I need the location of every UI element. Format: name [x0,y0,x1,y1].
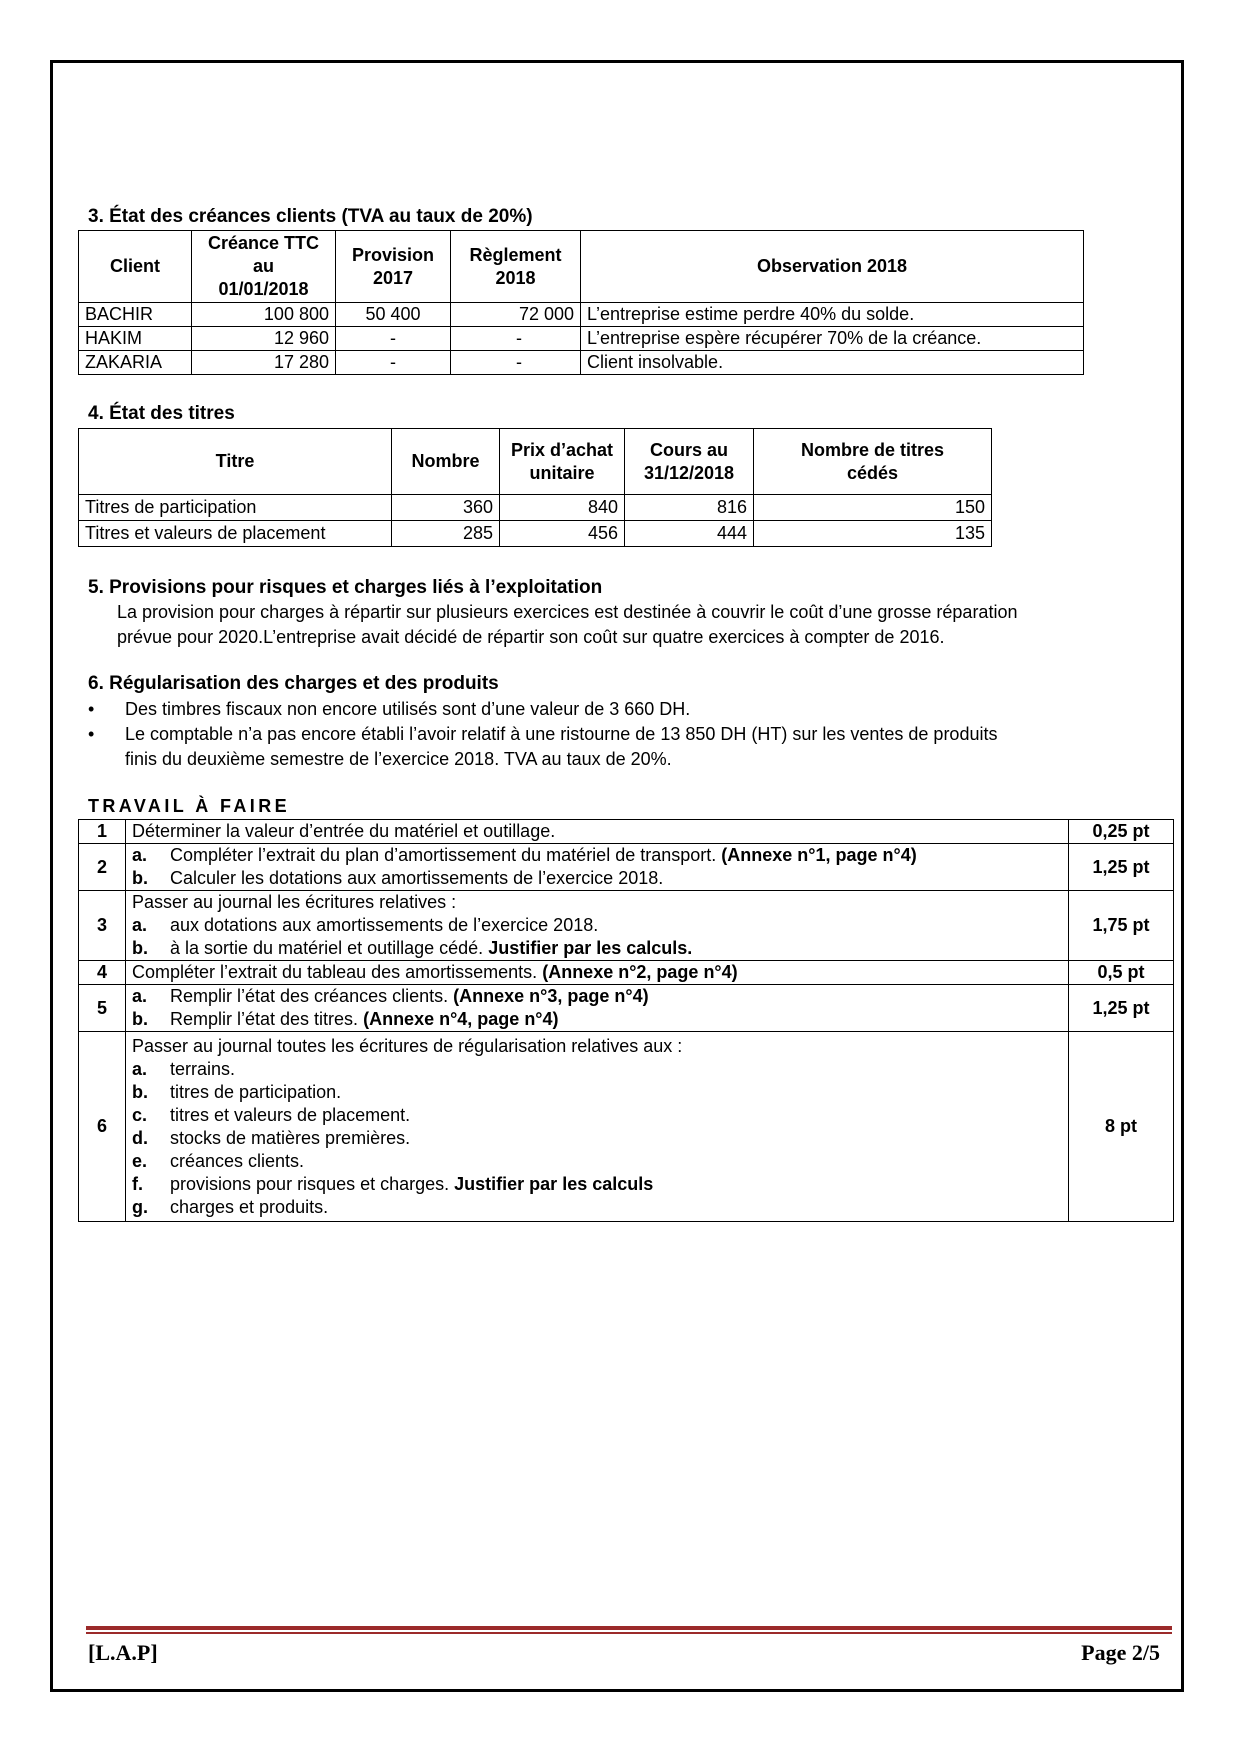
section3-title: 3. État des créances clients (TVA au taux de 20%) [88,206,533,227]
question-number: 4 [79,961,126,985]
cell-prix: 840 [500,495,625,521]
question-points: 1,25 pt [1069,985,1174,1032]
question-text: Compléter l’extrait du tableau des amortissements. (Annexe n°2, page n°4) [126,961,1069,985]
table-row [79,961,1174,985]
cell-reglement: - [451,327,581,351]
question-number: 3 [79,891,126,961]
col-observation: Observation 2018 [581,231,1084,303]
cell-reglement: - [451,351,581,375]
cell-creance: 100 800 [192,303,336,327]
list-item: • Des timbres fiscaux non encore utilisés sont d’une valeur de 3 660 DH. [78,697,997,722]
cell-observation: Client insolvable. [581,351,1084,375]
question-number: 5 [79,985,126,1032]
cell-cours: 444 [625,521,754,547]
footer-rule [86,1626,1172,1630]
question-points: 8 pt [1069,1032,1174,1222]
question-text: Passer au journal les écritures relatives : a. aux dotations aux amortissements de l’exercice 2018. b. à la sortie du matériel et outillage cédé. Justifier par les calculs. [126,891,1069,961]
question-number: 2 [79,844,126,891]
question-text: a. Compléter l’extrait du plan d’amortissement du matériel de transport. (Annexe n°1, page n°4) b. Calculer les dotations aux amortissements de l’exercice 2018. [126,844,1069,891]
cell-cedes: 150 [754,495,992,521]
section6-title: 6. Régularisation des charges et des produits [88,673,499,694]
col-nombre: Nombre [392,429,500,495]
cell-provision: - [336,351,451,375]
col-prix: Prix d’achat unitaire [500,429,625,495]
cell-client: ZAKARIA [79,351,192,375]
col-cedes: Nombre de titres cédés [754,429,992,495]
table-row [79,891,1174,961]
titres-table [78,428,992,547]
col-provision: Provision 2017 [336,231,451,303]
cell-nombre: 285 [392,521,500,547]
cell-titre: Titres de participation [79,495,392,521]
question-text: a. Remplir l’état des créances clients. (Annexe n°3, page n°4) b. Remplir l’état des titres. (Annexe n°4, page n°4) [126,985,1069,1032]
col-reglement: Règlement 2018 [451,231,581,303]
question-text: Passer au journal toutes les écritures de régularisation relatives aux : a. terrains. b. titres de participation. c. titres et valeurs de placement. d. stocks de matières premières. e. créances clients. f. provisions pour risques et charges. Justifier par les calculs g. charges et produits. [126,1032,1069,1222]
table-row [79,820,1174,844]
footer-label: [L.A.P] [88,1640,158,1665]
cell-titre: Titres et valeurs de placement [79,521,392,547]
creances-table [78,230,1084,375]
cell-observation: L’entreprise espère récupérer 70% de la créance. [581,327,1084,351]
question-points: 1,75 pt [1069,891,1174,961]
travail-title: TRAVAIL À FAIRE [88,796,291,816]
cell-client: BACHIR [79,303,192,327]
table-row [79,521,992,547]
table-row [79,351,1084,375]
section6-bullets [78,697,997,772]
section5-text: La provision pour charges à répartir sur plusieurs exercices est destinée à couvrir le coût d’une grosse réparation prévue pour 2020.L’entreprise avait décidé de répartir son coût sur quatre exercices à compter de 2016. [117,602,1018,647]
page-number: Page 2/5 [1081,1640,1160,1665]
question-number: 6 [79,1032,126,1222]
table-row [79,303,1084,327]
cell-observation: L’entreprise estime perdre 40% du solde. [581,303,1084,327]
cell-nombre: 360 [392,495,500,521]
question-points: 0,25 pt [1069,820,1174,844]
col-cours: Cours au 31/12/2018 [625,429,754,495]
section4-title: 4. État des titres [88,403,235,424]
question-points: 0,5 pt [1069,961,1174,985]
question-text: Déterminer la valeur d’entrée du matériel et outillage. [126,820,1069,844]
section5-title: 5. Provisions pour risques et charges liés à l’exploitation [88,577,603,598]
table-row [79,844,1174,891]
cell-provision: - [336,327,451,351]
table-row [79,495,992,521]
cell-cedes: 135 [754,521,992,547]
table-row [79,1032,1174,1222]
cell-cours: 816 [625,495,754,521]
col-client: Client [79,231,192,303]
cell-client: HAKIM [79,327,192,351]
col-titre: Titre [79,429,392,495]
cell-reglement: 72 000 [451,303,581,327]
list-item: • Le comptable n’a pas encore établi l’avoir relatif à une ristourne de 13 850 DH (HT) sur les ventes de produits finis du deuxième semestre de l’exercice 2018. TVA au taux de 20%. [78,722,997,772]
footer-rule-thin [86,1632,1172,1634]
question-number: 1 [79,820,126,844]
table-row [79,327,1084,351]
cell-creance: 17 280 [192,351,336,375]
table-row [79,985,1174,1032]
cell-prix: 456 [500,521,625,547]
question-points: 1,25 pt [1069,844,1174,891]
travail-table [78,819,1174,1222]
cell-provision: 50 400 [336,303,451,327]
cell-creance: 12 960 [192,327,336,351]
col-creance: Créance TTC au 01/01/2018 [192,231,336,303]
